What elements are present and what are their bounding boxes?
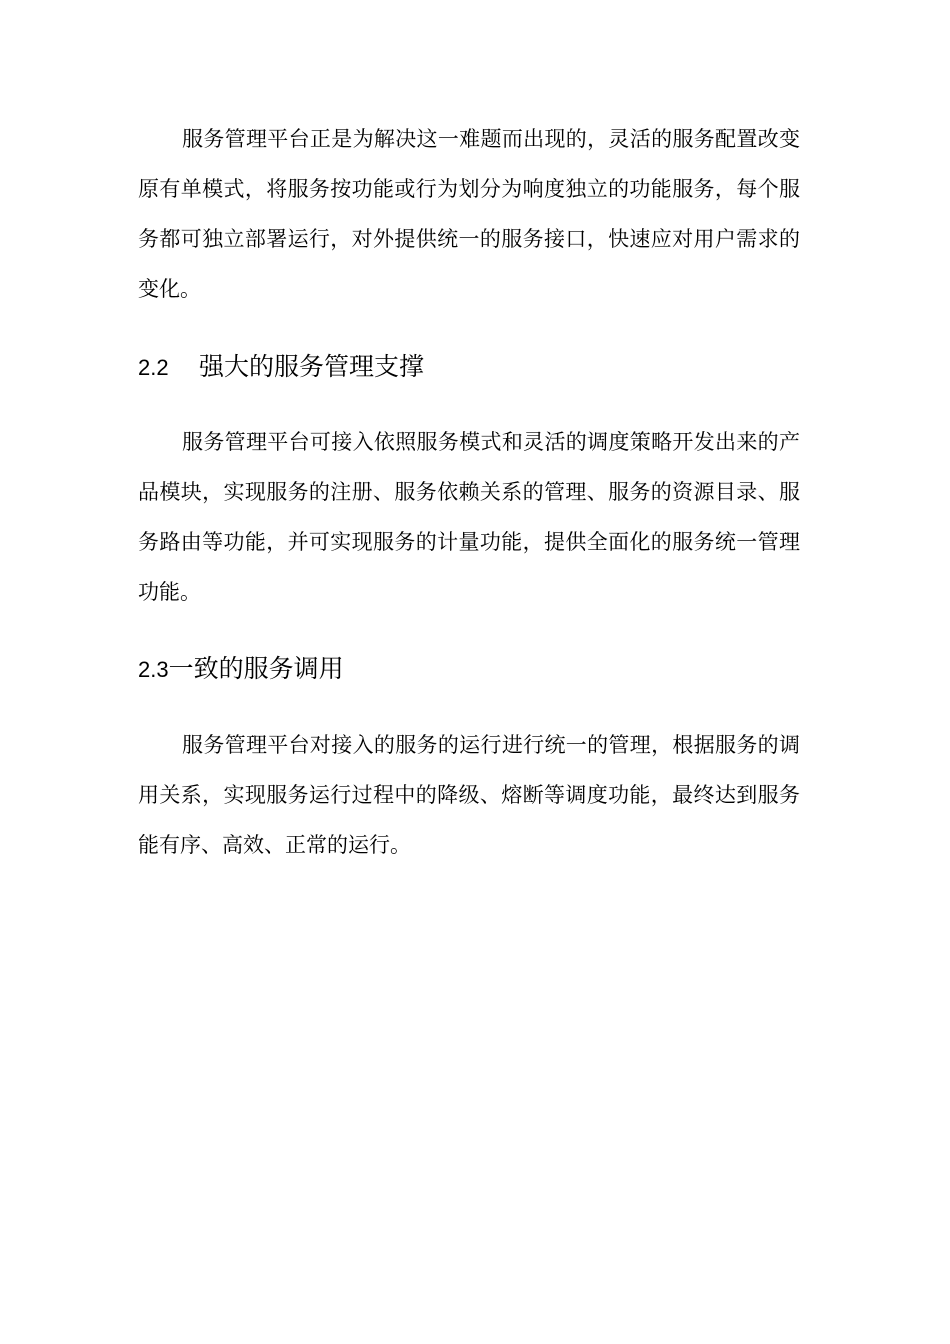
section-heading-2-2 [138,347,424,388]
paragraph-intro: 服务管理平台正是为解决这一难题而出现的，灵活的服务配置改变原有单模式，将服务按功能或行为划分为响度独立的功能服务，每个服务都可独立部署运行，对外提供统一的服务接口，快速应对用户需求的变化。 [138,127,800,301]
section-number: 2.3 [138,657,169,682]
section-title: 一致的服务调用 [168,654,344,683]
section-title: 强大的服务管理支撑 [199,352,425,381]
paragraph-service-management: 服务管理平台可接入依照服务模式和灵活的调度策略开发出来的产品模块，实现服务的注册、服务依赖关系的管理、服务的资源目录、服务路由等功能，并可实现服务的计量功能，提供全面化的服务统一管理功能。 [138,430,800,604]
section-heading-2-3 [138,649,344,690]
section-number: 2.2 [138,355,169,380]
paragraph-service-invocation: 服务管理平台对接入的服务的运行进行统一的管理，根据服务的调用关系，实现服务运行过程中的降级、熔断等调度功能，最终达到服务能有序、高效、正常的运行。 [138,733,800,857]
